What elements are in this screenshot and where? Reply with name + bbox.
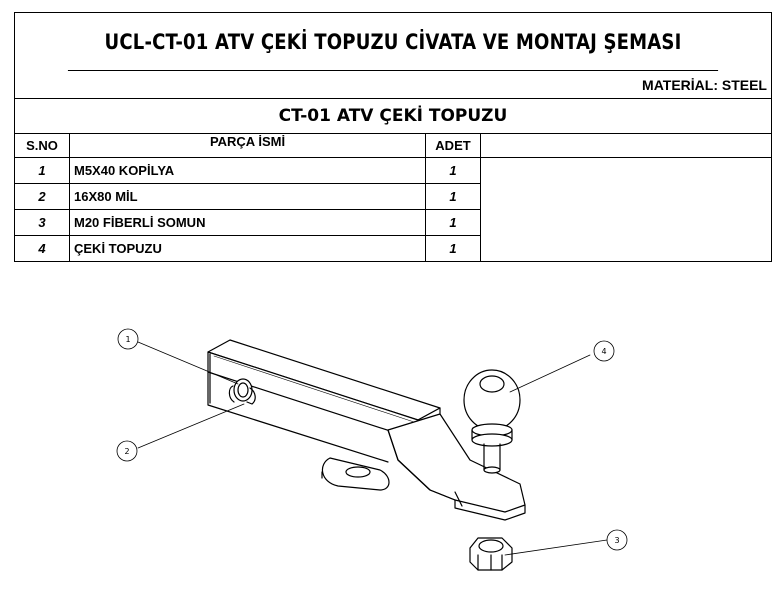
callout-label: 4 <box>601 347 607 356</box>
mounting-tab <box>322 458 389 490</box>
row-no: 2 <box>15 184 70 210</box>
title-block <box>14 12 772 262</box>
parts-table <box>15 134 771 261</box>
header-no: S.NO <box>15 134 70 158</box>
material-label: MATERİAL: STEEL <box>15 71 771 99</box>
assembly-drawing <box>0 290 782 610</box>
tow-ball <box>464 370 520 473</box>
row-part-name: ÇEKİ TOPUZU <box>70 236 426 262</box>
callout-label: 2 <box>124 447 130 456</box>
callout-label: 1 <box>125 335 131 344</box>
leader-line-2 <box>138 404 244 448</box>
leader-line-3 <box>505 540 607 555</box>
header-part-name: PARÇA İSMİ <box>70 134 426 158</box>
row-no: 1 <box>15 158 70 184</box>
document-title: UCL-CT-01 ATV ÇEKİ TOPUZU CİVATA VE MONTAJ ŞEMASI <box>68 13 718 71</box>
blank-area <box>481 158 772 262</box>
leader-line-4 <box>510 355 590 392</box>
header-qty: ADET <box>426 134 481 158</box>
callout-label: 3 <box>614 536 620 545</box>
row-part-name: 16X80 MİL <box>70 184 426 210</box>
row-qty: 1 <box>426 158 481 184</box>
table-row <box>15 158 771 184</box>
row-part-name: M20 FİBERLİ SOMUN <box>70 210 426 236</box>
row-no: 4 <box>15 236 70 262</box>
row-qty: 1 <box>426 184 481 210</box>
row-qty: 1 <box>426 210 481 236</box>
table-header-row <box>15 134 771 158</box>
header-blank <box>481 134 772 158</box>
row-qty: 1 <box>426 236 481 262</box>
row-part-name: M5X40 KOPİLYA <box>70 158 426 184</box>
assembly-title: CT-01 ATV ÇEKİ TOPUZU <box>15 99 771 134</box>
hex-nut <box>470 538 512 570</box>
row-no: 3 <box>15 210 70 236</box>
